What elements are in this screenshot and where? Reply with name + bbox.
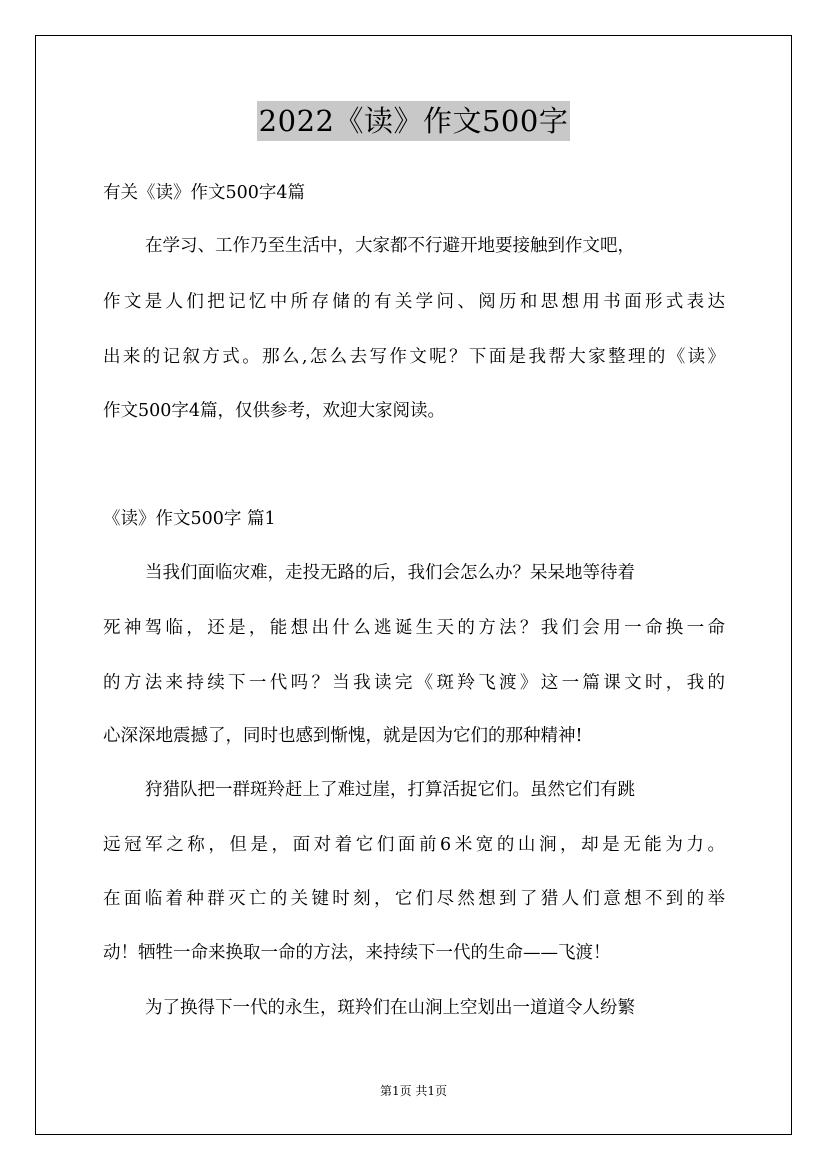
subtitle: 有关《读》作文500字4篇 bbox=[103, 183, 306, 203]
para1-line-1: 当我们面临灾难，走投无路的后，我们会怎么办？呆呆地等待着 bbox=[145, 563, 635, 583]
para2-line-2: 远冠军之称，但是，面对着它们面前6米宽的山涧，却是无能为力。 bbox=[103, 835, 725, 855]
page-footer: 第1页 共1页 bbox=[379, 1084, 448, 1098]
intro-line-3: 出来的记叙方式。那么,怎么去写作文呢？下面是我帮大家整理的《读》 bbox=[103, 347, 725, 367]
para1-line-2: 死神驾临，还是，能想出什么逃诞生天的方法？我们会用一命换一命 bbox=[103, 618, 725, 638]
para1-line-4: 心深深地震撼了，同时也感到惭愧，就是因为它们的那种精神! bbox=[103, 726, 583, 746]
intro-line-2: 作文是人们把记忆中所存储的有关学问、阅历和思想用书面形式表达 bbox=[103, 292, 725, 312]
para2-line-3: 在面临着种群灭亡的关键时刻，它们尽然想到了猎人们意想不到的举 bbox=[103, 889, 725, 909]
para2-line-4: 动！牺牲一命来换取一命的方法，来持续下一代的生命——飞渡！ bbox=[103, 943, 611, 963]
intro-line-4: 作文500字4篇，仅供参考，欢迎大家阅读。 bbox=[103, 401, 446, 421]
para1-line-3: 的方法来持续下一代吗？当我读完《斑羚飞渡》这一篇课文时，我的 bbox=[103, 673, 725, 693]
para3-line-1: 为了换得下一代的永生，斑羚们在山涧上空划出一道道令人纷繁 bbox=[145, 998, 635, 1018]
para2-line-1: 狩猎队把一群斑羚赶上了难过崖，打算活捉它们。虽然它们有跳 bbox=[145, 780, 635, 800]
title-container bbox=[0, 101, 827, 141]
intro-line-1: 在学习、工作乃至生活中，大家都不行避开地要接触到作文吧， bbox=[145, 236, 635, 256]
document-title: 2022《读》作文500字 bbox=[257, 101, 571, 141]
section-heading: 《读》作文500字 篇1 bbox=[103, 509, 276, 529]
